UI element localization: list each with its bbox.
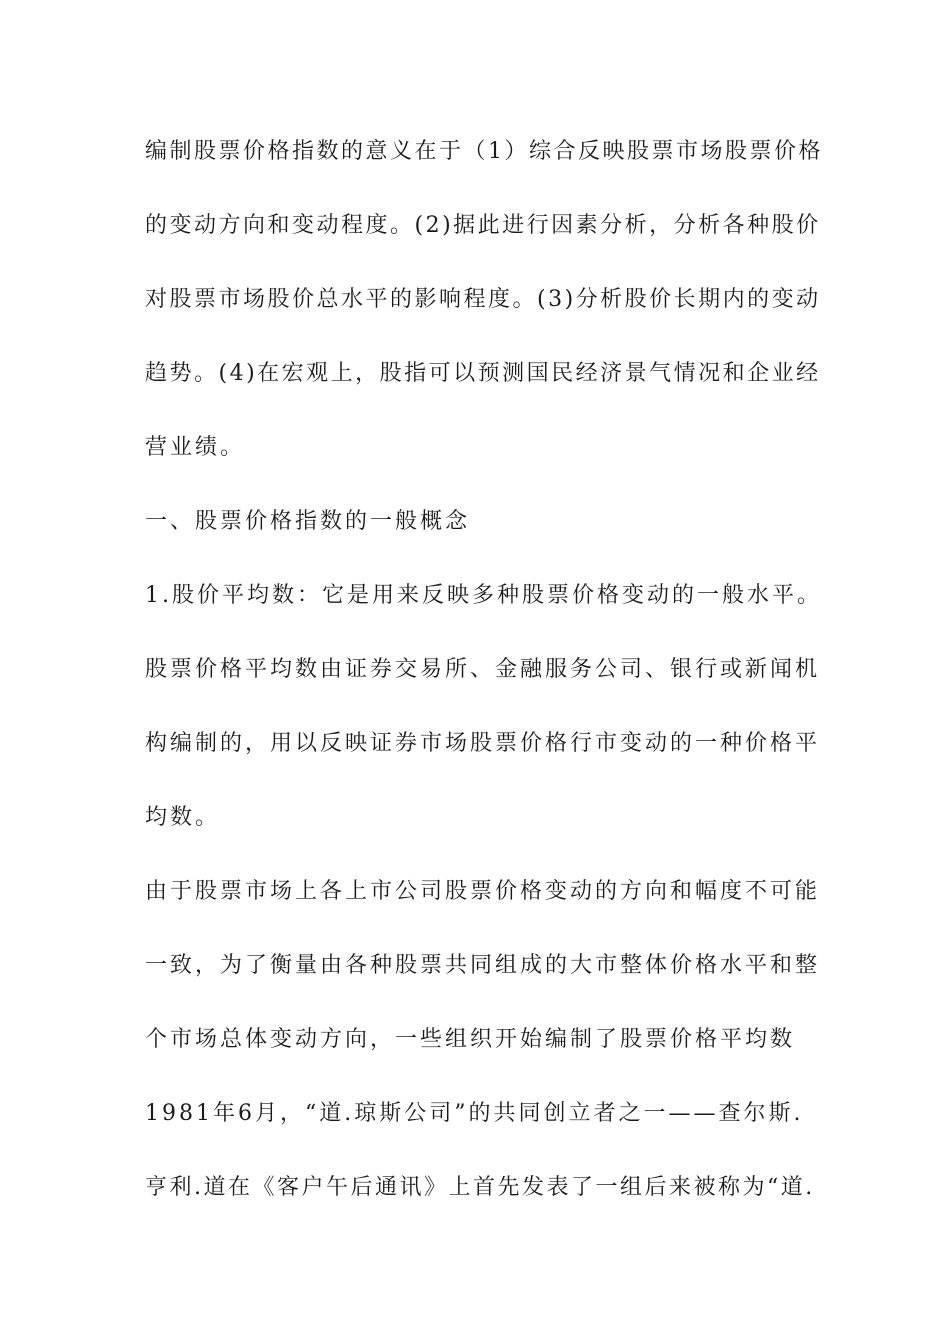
- section-heading: 一、股票价格指数的一般概念: [145, 509, 471, 534]
- text-line-10: 均数。: [145, 805, 221, 830]
- text-line-1: 编制股票价格指数的意义在于（1）综合反映股票市场股票价格: [145, 139, 823, 164]
- text-line-11: 由于股票市场上各上市公司股票价格变动的方向和幅度不可能: [145, 879, 821, 904]
- text-line-5: 营业绩。: [145, 435, 246, 460]
- text-line-8: 股票价格平均数由证券交易所、金融服务公司、银行或新闻机: [145, 657, 821, 682]
- text-line-13: 个市场总体变动方向，一些组织开始编制了股票价格平均数: [145, 1027, 796, 1052]
- text-line-2: 的变动方向和变动程度。(2)据此进行因素分析，分析各种股价: [145, 213, 821, 238]
- text-line-4: 趋势。(4)在宏观上，股指可以预测国民经济景气情况和企业经: [145, 361, 821, 386]
- text-line-15: 亨利.道在《客户午后通讯》上首先发表了一组后来被称为“道.: [145, 1175, 815, 1200]
- text-line-9: 构编制的，用以反映证券市场股票价格行市变动的一种价格平: [145, 731, 821, 756]
- text-line-3: 对股票市场股价总水平的影响程度。(3)分析股价长期内的变动: [145, 287, 821, 312]
- body-text: [145, 128, 825, 1238]
- text-line-14: 1981年6月，“道.琼斯公司”的共同创立者之一——查尔斯.: [145, 1101, 804, 1126]
- text-line-12: 一致，为了衡量由各种股票共同组成的大市整体价格水平和整: [145, 953, 821, 978]
- text-line-7: 1.股价平均数：它是用来反映多种股票价格变动的一般水平。: [145, 583, 822, 608]
